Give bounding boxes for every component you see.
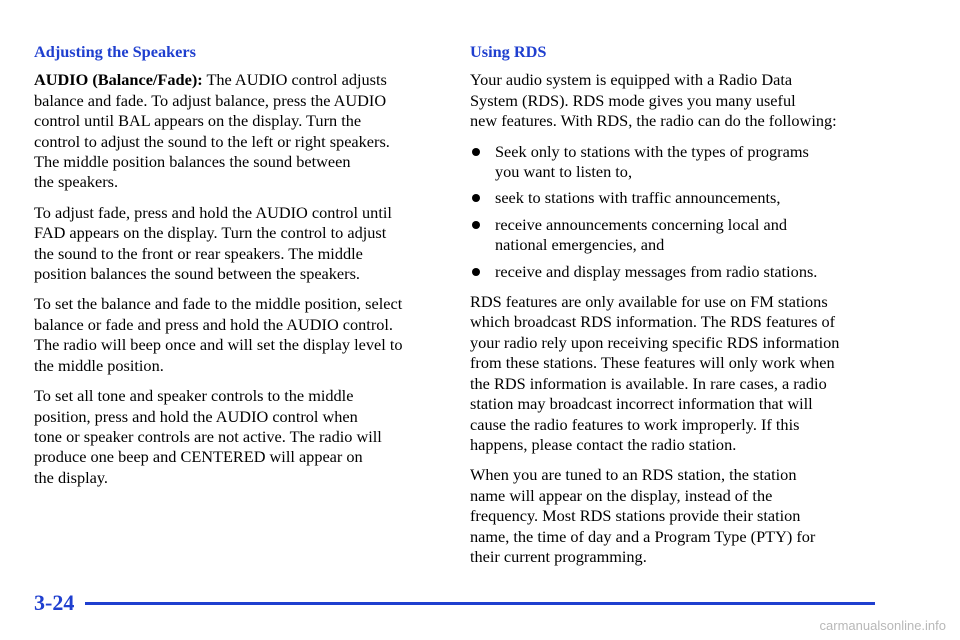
paragraph-middle-position: [34, 294, 444, 376]
paragraph-line: new features. With RDS, the radio can do the following:: [470, 111, 837, 131]
paragraph-line: control until BAL appears on the display. Turn the: [34, 111, 362, 131]
list-item: [470, 188, 880, 208]
list-item: [470, 215, 880, 256]
list-item-line: you want to listen to,: [495, 162, 633, 182]
list-item: [470, 142, 880, 183]
paragraph-line: the speakers.: [34, 172, 119, 192]
paragraph-line: cause the radio features to work improperly. If this: [470, 414, 800, 434]
section-heading-adjusting-speakers: Adjusting the Speakers: [34, 42, 196, 61]
list-item-line: national emergencies, and: [495, 235, 665, 255]
paragraph-line: To set all tone and speaker controls to the middle: [34, 386, 354, 406]
paragraph-rds-intro: [470, 70, 880, 131]
bullet-icon: [472, 268, 480, 276]
paragraph-line: position balances the sound between the speakers.: [34, 264, 360, 284]
list-item-line: receive and display messages from radio stations.: [495, 261, 818, 281]
paragraph-line: When you are tuned to an RDS station, the station: [470, 465, 797, 485]
paragraph-line: station may broadcast incorrect information that will: [470, 394, 813, 414]
paragraph-line: your radio rely upon receiving specific RDS information: [470, 332, 840, 352]
paragraph-line: System (RDS). RDS mode gives you many useful: [470, 90, 796, 110]
paragraph-line: name will appear on the display, instead of the: [470, 485, 773, 505]
paragraph-line: their current programming.: [470, 546, 647, 566]
paragraph-line: Your audio system is equipped with a Radio Data: [470, 70, 793, 90]
audio-balance-fade-label: AUDIO (Balance/Fade):: [34, 70, 203, 90]
paragraph-line: The AUDIO control adjusts: [202, 70, 387, 90]
paragraph-line: the middle position.: [34, 355, 164, 375]
right-column: [470, 42, 880, 577]
paragraph-line: which broadcast RDS information. The RDS features of: [470, 312, 836, 332]
paragraph-line: The radio will beep once and will set the display level to: [34, 335, 403, 355]
paragraph-line: frequency. Most RDS stations provide their station: [470, 506, 801, 526]
list-item-line: seek to stations with traffic announcements,: [495, 188, 781, 208]
paragraph-audio-balance-fade: [34, 70, 444, 192]
rds-feature-list: [470, 142, 880, 282]
watermark-text: carmanualsonline.info: [819, 618, 946, 633]
list-item-line: Seek only to stations with the types of programs: [495, 141, 809, 161]
paragraph-line: from these stations. These features will only work when: [470, 353, 835, 373]
paragraph-line: The middle position balances the sound between: [34, 152, 351, 172]
paragraph-line: To set the balance and fade to the middle position, select: [34, 294, 403, 314]
bullet-icon: [472, 148, 480, 156]
section-heading-using-rds: Using RDS: [470, 42, 547, 61]
list-item: [470, 262, 880, 282]
paragraph-line: balance and fade. To adjust balance, press the AUDIO: [34, 90, 387, 110]
paragraph-line: position, press and hold the AUDIO control when: [34, 406, 358, 426]
footer-divider: [85, 602, 875, 605]
paragraph-line: control to adjust the sound to the left or right speakers.: [34, 131, 390, 151]
paragraph-line: name, the time of day and a Program Type (PTY) for: [470, 526, 816, 546]
paragraph-rds-station-display: [470, 465, 880, 567]
bullet-icon: [472, 221, 480, 229]
page-number: 3-24: [34, 590, 75, 615]
paragraph-line: happens, please contact the radio station.: [470, 434, 737, 454]
bullet-icon: [472, 194, 480, 202]
paragraph-line: To adjust fade, press and hold the AUDIO control until: [34, 202, 392, 222]
paragraph-line: RDS features are only available for use on FM stations: [470, 292, 828, 312]
paragraph-line: balance or fade and press and hold the AUDIO control.: [34, 314, 393, 334]
list-item-line: receive announcements concerning local and: [495, 214, 788, 234]
paragraph-line: tone or speaker controls are not active. The radio will: [34, 426, 382, 446]
paragraph-line: the sound to the front or rear speakers. The middle: [34, 243, 363, 263]
left-column: [34, 42, 444, 498]
paragraph-adjust-fade: [34, 203, 444, 285]
paragraph-line: FAD appears on the display. Turn the control to adjust: [34, 223, 387, 243]
paragraph-tone-speaker-controls: [34, 386, 444, 488]
paragraph-line: the display.: [34, 467, 109, 487]
paragraph-line: the RDS information is available. In rare cases, a radio: [470, 373, 827, 393]
paragraph-rds-availability: [470, 292, 880, 455]
paragraph-line: produce one beep and CENTERED will appear on: [34, 447, 363, 467]
